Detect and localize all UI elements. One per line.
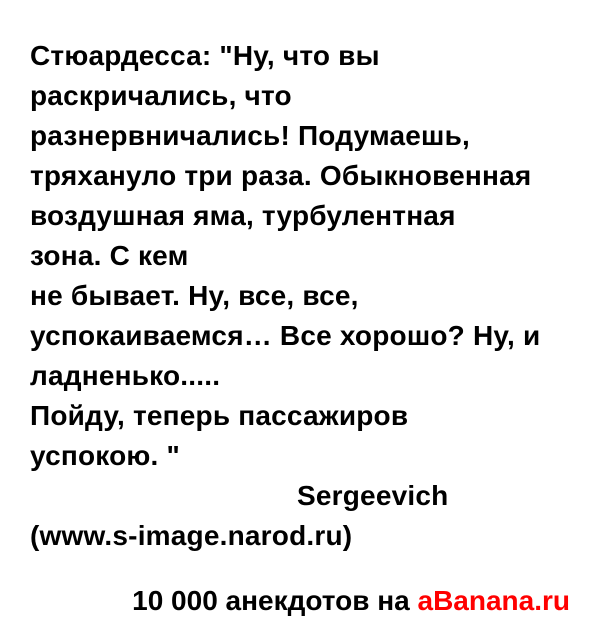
joke-line: не бывает. Ну, все, все, (30, 280, 359, 311)
joke-line: успокою. " (30, 440, 180, 471)
joke-line: тряхануло три раза. Обыкновенная (30, 160, 532, 191)
joke-line: воздушная яма, турбулентная (30, 200, 456, 231)
joke-line: ладненько..... (30, 360, 221, 391)
author-credit: Sergeevich (297, 480, 449, 511)
footer (0, 584, 570, 618)
joke-line: зона. С кем (30, 240, 189, 271)
footer-text: 10 000 анекдотов на (132, 585, 418, 616)
joke-line: Пойду, теперь пассажиров (30, 400, 409, 431)
brand-link[interactable]: aBanana.ru (417, 585, 570, 616)
joke-line: раскричались, что (30, 80, 292, 111)
joke-line: Стюардесса: "Ну, что вы (30, 40, 380, 71)
joke-text (30, 36, 590, 556)
joke-line: успокаиваемся… Все хорошо? Ну, и (30, 320, 541, 351)
joke-line: разнервничались! Подумаешь, (30, 120, 470, 151)
source-url: (www.s-image.narod.ru) (30, 520, 353, 551)
